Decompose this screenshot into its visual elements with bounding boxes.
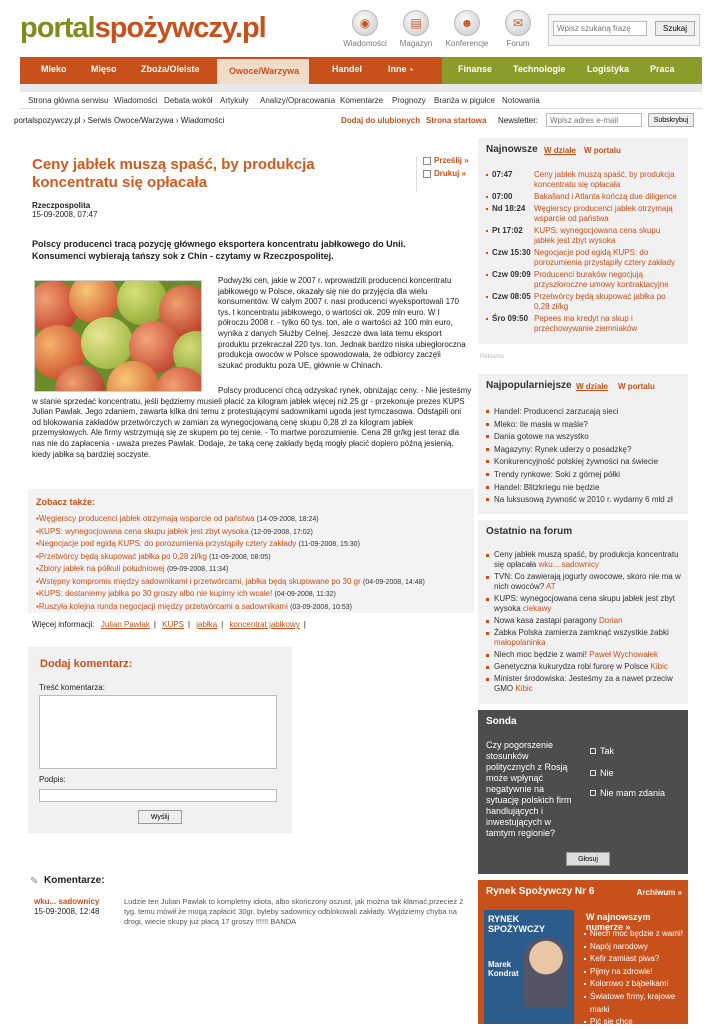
magazine-cover[interactable] bbox=[484, 910, 574, 1024]
add-favorites-link[interactable]: Dodaj do ulubionych bbox=[341, 116, 421, 125]
related-item[interactable]: ▪Węgierscy producenci jabłek otrzymają wsparcie od państwa (14-09-2008, 18:24) bbox=[36, 514, 319, 523]
article-title: Ceny jabłek muszą spaść, by produkcja koncentratu się opłacała bbox=[32, 156, 315, 191]
search-button[interactable]: Szukaj bbox=[655, 21, 695, 36]
tag-link[interactable]: jabłka bbox=[196, 620, 218, 629]
nav-owoce-warzywa[interactable]: Owoce/Warzywa bbox=[217, 57, 309, 84]
latest-item[interactable]: 07:47 Ceny jabłek muszą spaść, by produkcja koncentratu się opłacała bbox=[486, 170, 682, 190]
tag-link[interactable]: KUPS bbox=[162, 620, 184, 629]
forum-heading: Ostatnio na forum bbox=[486, 526, 573, 537]
nav-shadow bbox=[20, 84, 702, 92]
forum-item[interactable]: Ceny jabłek muszą spaść, by produkcja koncentratu się opłacała wku... sadownicy bbox=[486, 550, 682, 570]
latest-heading: Najnowsze bbox=[486, 144, 538, 155]
forum-item[interactable]: Genetyczna kukurydza robi furorę w Polsce Kibic bbox=[486, 662, 682, 672]
tag-link[interactable]: koncentrat jabłkowy bbox=[229, 620, 300, 629]
latest-tab-section[interactable]: W dziale bbox=[544, 146, 577, 155]
article-date: 15-09-2008, 07:47 bbox=[32, 210, 98, 219]
vote-button[interactable]: Głosuj bbox=[566, 852, 610, 866]
dropdown-icon: ▪ bbox=[410, 65, 413, 74]
popular-item[interactable]: Handel: Producenci zarzucają sieci bbox=[486, 406, 682, 419]
forum-item[interactable]: KUPS: wynegocjowana cena skupu jabłek jest zbyt wysoka ciekawy bbox=[486, 594, 682, 614]
poll-question: Czy pogorszenie stosunków politycznych z Rosją może wpłynąć negatywnie na sytuację polskich firm handlujących i inwestujących w tamtym regionie? bbox=[486, 740, 572, 838]
article bbox=[20, 140, 474, 486]
poll-box bbox=[478, 710, 688, 874]
subnav-forecasts[interactable]: Prognozy bbox=[392, 96, 426, 105]
magazine-item[interactable]: Kefir zamiast piwa? bbox=[584, 953, 688, 966]
logo-part1: portal bbox=[20, 12, 95, 44]
related-item[interactable]: ▪Wstępny kompromis między sadownikami i przetwórcami, jabłka będą skupowane po 30 gr (04-09-2008, 14:48) bbox=[36, 576, 425, 586]
subnav-industry[interactable]: Branża w pigułce bbox=[434, 96, 495, 105]
magazine-subheading[interactable]: W najnowszym numerze » bbox=[586, 912, 651, 932]
popular-item[interactable]: Handel: Blitzkriegu nie będzie bbox=[486, 482, 682, 495]
latest-box bbox=[478, 138, 688, 344]
popular-heading: Najpopularniejsze bbox=[486, 380, 572, 391]
article-source: Rzeczpospolita bbox=[32, 201, 91, 210]
latest-item[interactable]: Nd 18:24 Węgierscy producenci jabłek otrzymają wsparcie od państwa bbox=[486, 204, 682, 224]
popular-tab-section[interactable]: W dziale bbox=[576, 382, 609, 391]
latest-tab-portal[interactable]: W portalu bbox=[584, 146, 621, 155]
related-heading: Zobacz także: bbox=[36, 497, 96, 507]
forum-item[interactable]: Żabka Polska zamierza zamknąć wszystkie żabki małopolaninka bbox=[486, 628, 682, 648]
comment-form-heading: Dodaj komentarz: bbox=[40, 658, 133, 670]
subnav-quotes[interactable]: Notowania bbox=[502, 96, 540, 105]
related-item[interactable]: ▪KUPS: wynegocjowana cena skupu jabłek jest zbyt wysoka (12-09-2008, 17:02) bbox=[36, 526, 313, 536]
signature-label: Podpis: bbox=[39, 775, 66, 784]
related-item[interactable]: ▪Ruszyła kolejna runda negocjacji między przetwórcami a sadownikami (03-09-2008, 10:53) bbox=[36, 601, 352, 611]
chat-icon: ✉ bbox=[505, 10, 531, 36]
latest-item[interactable]: Czw 08:05 Przetwórcy będą skupować jabłka po 0,28 zł/kg bbox=[486, 292, 682, 312]
magazine-item[interactable]: Pijmy na zdrowie! bbox=[584, 966, 688, 979]
print-icon bbox=[423, 170, 431, 178]
subnav-debate[interactable]: Debata wokół bbox=[164, 96, 213, 105]
conferences-link[interactable]: ☻ Konferencje bbox=[437, 10, 497, 48]
homepage-link[interactable]: Strona startowa bbox=[426, 116, 487, 125]
search-box bbox=[548, 14, 700, 46]
send-icon bbox=[423, 157, 431, 165]
comment-date: 15-09-2008, 12:48 bbox=[34, 907, 100, 916]
popular-item[interactable]: Magazyny: Rynek uderzy o posadzkę? bbox=[486, 444, 682, 457]
article-body-1: Podwyżki cen, jakie w 2007 r. wprowadzili producenci koncentratu jabłkowego w Polsce, okazały się nie do przyjęcia dla wielu konsumentów. W całym 2007 r. nasi producenci wyeksportowali 170 tys. t koncentratu jabłkowego, o wartości ok. 209 mln euro. W I półroczu 2008 r. - tylko 60 tys. ton, ale o wartości aż 100 mln euro, wynika z danych Służby Celnej. Jeszcze dwa lata temu eksport produktu przekraczał 220 tys. ton. Jednak bardzo niska ubiegłoroczna produkcja owoców w Polsce spowodowała, że odbiorcy zaczęli szukać produktu poza UE, głównie w Chinach. bbox=[218, 276, 466, 370]
article-meta bbox=[32, 201, 97, 219]
popular-item[interactable]: Trendy rynkowe: Soki z górnej półki bbox=[486, 469, 682, 482]
popular-item[interactable]: Dania gotowe na wszystko bbox=[486, 431, 682, 444]
nav-mleko[interactable]: Mleko bbox=[41, 64, 67, 74]
comment-text: Ludzie ten Julian Pawlak to kompletny idiota, albo skończony oszust, jak można tak kłamać,przecież 2 tyg. temu mówił że mogą zapłacić 30gr. byleby sadownicy odblokowali zakłady. Wyjdziemy chyba na drogi, wiecie skupy już płacą 17 groszy !!!!!! BANDA bbox=[124, 897, 464, 926]
subnav-news[interactable]: Wiadomości bbox=[114, 96, 158, 105]
magazine-item[interactable]: Światowe firmy, krajowe marki bbox=[584, 991, 688, 1016]
print-link[interactable]: Drukuj » bbox=[423, 169, 472, 178]
latest-item[interactable]: Czw 09:09 Producenci buraków negocjują przyszłoroczne umowy kontraktacyjne bbox=[486, 270, 682, 290]
popular-tab-portal[interactable]: W portalu bbox=[618, 382, 655, 391]
magazine-item[interactable]: Kolorowo z bąbelkami bbox=[584, 978, 688, 991]
related-articles bbox=[28, 489, 474, 613]
radio-icon bbox=[590, 748, 596, 754]
related-item[interactable]: ▪KUPS: dostaniemy jabłka po 30 groszy albo nie kupimy ich wcale! (04-09-2008, 11:32) bbox=[36, 589, 336, 598]
more-info: Więcej informacji: Julian Pawlak | KUPS | jabłka | koncentrat jabłkowy | bbox=[32, 620, 306, 629]
nav-finanse[interactable]: Finanse bbox=[458, 64, 493, 74]
magazine-item[interactable]: Napój narodowy bbox=[584, 941, 688, 954]
news-link[interactable]: ◉ Wiadomości bbox=[335, 10, 395, 48]
article-lead: Polscy producenci tracą pozycję głównego eksportera koncentratu jabłkowego do Unii. Konsumenci wybierają tańszy sok z Chin - czytamy w Rzeczpospolitej. bbox=[32, 239, 406, 261]
subnav-comments[interactable]: Komentarze bbox=[340, 96, 384, 105]
nav-handel[interactable]: Handel bbox=[332, 64, 363, 74]
article-tools bbox=[416, 156, 472, 192]
article-body-2: Polscy producenci chcą odzyskać rynek, obniżając ceny. - Nie jesteśmy w stanie sprzedać koncentratu, jeśli będziemy musieli płacić za kilogram jabłek więcej niż 25 gr - przekonuje prezes KUPS Julian Pawlak. Jego zdaniem, zawarta kilka dni temu z protestującymi sadownikami ugoda jest tymczasowa. Odstąpili oni od blokowania zakładów przetwórczych w zamian za wynegocjowaną cenę skupu 0,28 zł za kilogram jabłek przemysłowych. Ale firmy wstrzymują się ze skupem po tej cenie. - To martwe porozumienie. Cena 28 gr/kg jest teraz dla nas nie do zapłacenia - uważa prezes Pawlak. Dodaje, że taką cenę zakłady będą mogły płacić dopiero późną jesienią, kiedy jabłka są bardziej soczyste. bbox=[32, 386, 472, 459]
newsletter-label: Newsletter: bbox=[498, 116, 539, 125]
magazine-icon: ▤ bbox=[403, 10, 429, 36]
sub-nav bbox=[20, 92, 702, 109]
signature-input[interactable] bbox=[39, 789, 277, 802]
related-item[interactable]: ▪Przetwórcy będą skupować jabłka po 0,28 zł/kg (11-09-2008, 08:05) bbox=[36, 551, 271, 561]
comment-textarea[interactable] bbox=[39, 695, 277, 769]
forum-box bbox=[478, 520, 688, 704]
magazine-link[interactable]: ▤ Magazyn bbox=[386, 10, 446, 48]
logo-part2: spożywczy.pl bbox=[94, 12, 266, 44]
subnav-analyses[interactable]: Analizy/Opracowania bbox=[260, 96, 336, 105]
popular-item[interactable]: Na luksusową żywność w 2010 r. wydamy 6 mld zł bbox=[486, 494, 682, 507]
nav-praca[interactable]: Praca bbox=[650, 64, 675, 74]
magazine-item[interactable]: Niech moc będzie z wami! bbox=[584, 928, 688, 941]
cover-portrait bbox=[524, 938, 568, 1008]
related-item[interactable]: ▪Negocjacje pod egidą KUPS: do porozumienia przystąpiły cztery zakłady (11-09-2008, 15:30) bbox=[36, 539, 360, 548]
forum-link[interactable]: ✉ Forum bbox=[488, 10, 548, 48]
submit-comment-button[interactable]: Wyślij bbox=[138, 810, 182, 824]
forum-item[interactable]: TVN: Co zawierają jogurty owocowe, skoro nie ma w nich owoców? AT bbox=[486, 572, 682, 592]
poll-option-no[interactable]: Nie bbox=[590, 768, 614, 778]
comment-content-label: Treść komentarza: bbox=[39, 683, 105, 692]
forum-item[interactable]: Minister środowiska: Jesteśmy za a nawet przeciw GMO Kibic bbox=[486, 674, 682, 694]
comment-author: wku... sadownicy bbox=[34, 897, 100, 906]
site-logo[interactable] bbox=[20, 10, 266, 46]
archive-link[interactable]: Archiwum » bbox=[636, 888, 682, 897]
tag-link[interactable]: Julian Pawlak bbox=[100, 620, 150, 629]
subnav-articles[interactable]: Artykuły bbox=[220, 96, 249, 105]
cover-name: Marek Kondrat bbox=[488, 960, 519, 978]
nav-zboza[interactable]: Zboża/Oleiste bbox=[141, 64, 200, 74]
comment-form bbox=[28, 647, 292, 833]
magazine-heading: Rynek Spożywczy Nr 6 bbox=[486, 886, 595, 897]
comments-heading: Komentarze: bbox=[44, 875, 105, 886]
forum-item[interactable]: Nowa kasa zastąpi paragony Dorian bbox=[486, 616, 682, 626]
forum-item[interactable]: Niech moc będzie z wami! Paweł Wychowałek bbox=[486, 650, 682, 660]
newsletter-email-input[interactable] bbox=[546, 113, 642, 127]
popular-item[interactable]: Konkurencyjność polskiej żywności na świecie bbox=[486, 456, 682, 469]
news-icon: ◉ bbox=[352, 10, 378, 36]
nav-technologie[interactable]: Technologie bbox=[513, 64, 566, 74]
popular-box bbox=[478, 374, 688, 514]
subscribe-button[interactable]: Subskrybuj bbox=[648, 113, 694, 127]
ad-label: Reklama bbox=[480, 354, 504, 360]
poll-option-yes[interactable]: Tak bbox=[590, 746, 614, 756]
latest-item[interactable]: 07:00 Bakalland i Atlanta kończą due diligence bbox=[486, 192, 682, 204]
radio-icon bbox=[590, 790, 596, 796]
nav-inne[interactable]: Inne bbox=[388, 64, 407, 74]
latest-item[interactable]: Czw 15:30 Negocjacje pod egidą KUPS: do porozumienia przystąpiły cztery zakłady bbox=[486, 248, 682, 268]
nav-logistyka[interactable]: Logistyka bbox=[587, 64, 630, 74]
radio-icon bbox=[590, 770, 596, 776]
subnav-home[interactable]: Strona główna serwisu bbox=[28, 96, 109, 105]
poll-heading: Sonda bbox=[486, 716, 517, 727]
popular-item[interactable]: Mleko: Ile masła w maśle? bbox=[486, 419, 682, 432]
send-link[interactable]: Prześlij » bbox=[423, 156, 472, 165]
latest-item[interactable]: Śro 09:50 Pepees ma kredyt na skup i przechowywanie ziemniaków bbox=[486, 314, 682, 334]
related-item[interactable]: ▪Zbiory jabłek na półkuli południowej (09-09-2008, 11:34) bbox=[36, 564, 229, 573]
breadcrumb-bar bbox=[14, 112, 704, 128]
cover-title: RYNEK SPOŻYWCZY bbox=[488, 914, 546, 934]
latest-item[interactable]: Pt 17:02 KUPS: wynegocjowana cena skupu jabłek jest zbyt wysoka bbox=[486, 226, 682, 246]
main-nav bbox=[20, 57, 702, 84]
people-icon: ☻ bbox=[454, 10, 480, 36]
search-input[interactable] bbox=[553, 21, 647, 36]
magazine-item[interactable]: Pić się chce bbox=[584, 1016, 688, 1029]
poll-option-no-opinion[interactable]: Nie mam zdania bbox=[590, 788, 665, 798]
magazine-box bbox=[478, 880, 688, 1027]
apples-photo bbox=[34, 280, 202, 392]
comments-icon: ✎ bbox=[30, 876, 39, 887]
breadcrumb[interactable]: portalspozywczy.pl › Serwis Owoce/Warzywa › Wiadomości bbox=[14, 116, 225, 125]
nav-mieso[interactable]: Mięso bbox=[91, 64, 117, 74]
